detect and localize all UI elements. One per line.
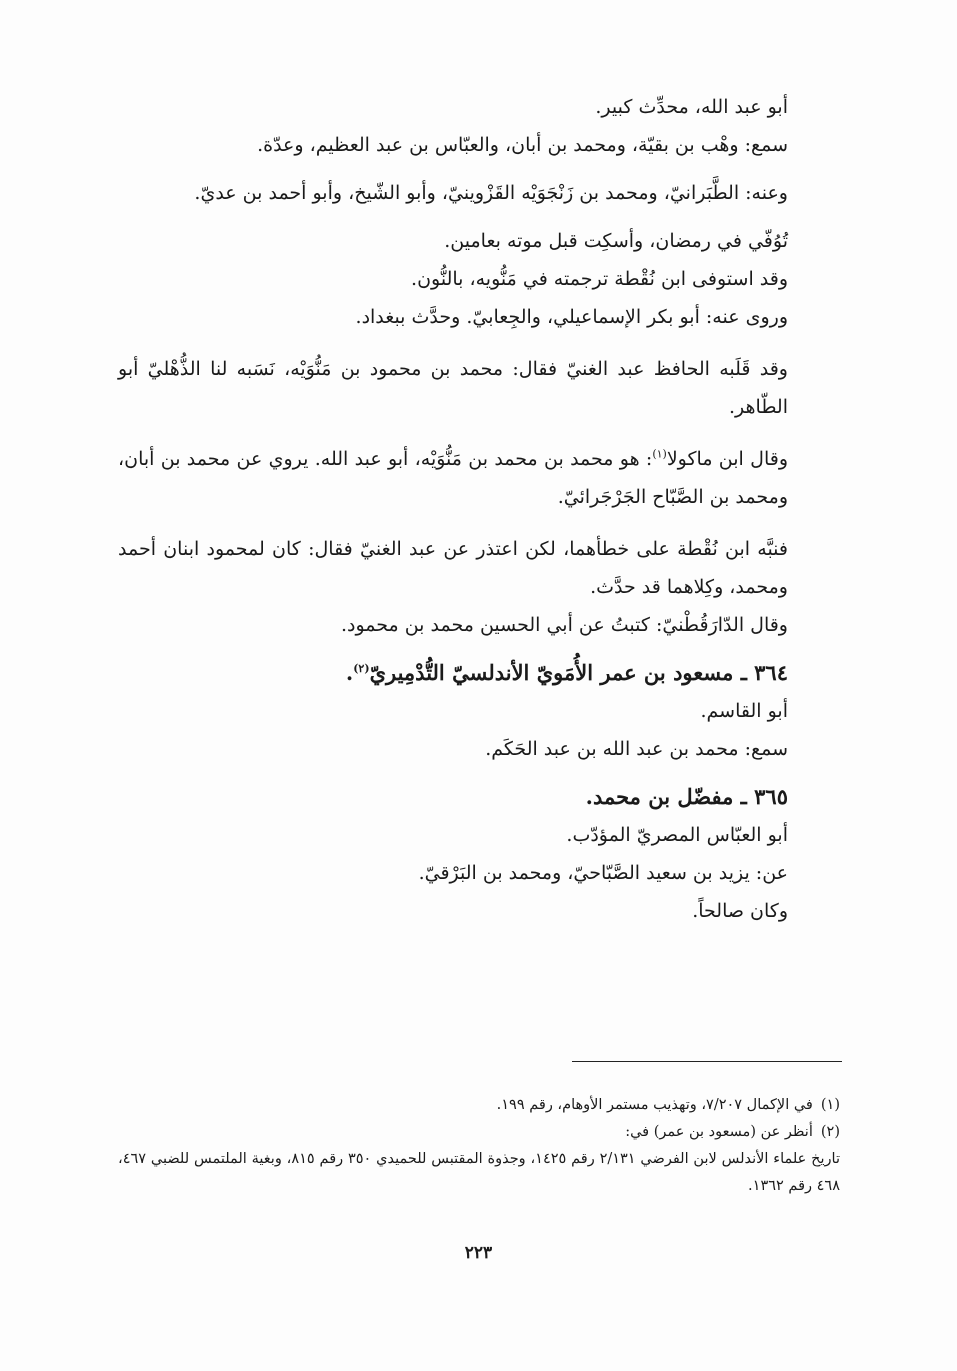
footnote-2-continuation: تاريخ علماء الأندلس لابن الفرضي ٢/١٣١ رقم ١٤٢٥، وجذوة المقتبس للحميدي ٣٥٠ رقم ٨١٥، وبغية الملتمس للضبي ٤٦٧، ٤٦٨ رقم ١٣٦٢. xyxy=(118,1151,841,1194)
page-number: ٢٢٣ xyxy=(464,1243,493,1263)
paragraph-7: وقد قَلَبه الحافظ عبد الغنيّ فقال: محمد بن محمود بن مَنُّوَيْه، نَسَبه لنا الذُّهْليّ أبو الطّاهر. xyxy=(118,358,788,418)
footnote-2-number: (٢) xyxy=(820,1124,840,1140)
paragraph-2: سمع: وهْب بن بقيّة، ومحمد بن أبان، والعبّاس بن عبد العظيم، وعدّة. xyxy=(257,134,788,156)
entry-365-line-2: عن: يزيد بن سعيد الصَّبّاحيّ، ومحمد بن البَرْقيّ. xyxy=(418,862,788,884)
paragraph-3: وعنه: الطَّبَرانيّ، ومحمد بن زَنْجَوَيْه القَزْوينيّ، وأبو الشّيخ، وأبو أحمد بن عديّ. xyxy=(194,182,788,204)
footnote-1-number: (١) xyxy=(820,1097,840,1113)
entry-365-line-3: وكان صالحاً. xyxy=(692,900,788,922)
footnote-ref-2: (٢) xyxy=(353,662,370,675)
entry-364-line-1: أبو القاسم. xyxy=(700,700,788,722)
paragraph-10: وقال الدّارَقُطْنيّ: كتبتُ عن أبي الحسين محمد بن محمود. xyxy=(340,614,788,636)
entry-364-heading-end: . xyxy=(345,660,354,685)
paragraph-1: أبو عبد الله، محدِّث كبير. xyxy=(595,96,788,118)
footnote-1-text: في الإكمال ٧/٢٠٧، وتهذيب مستمر الأوهام، رقم ١٩٩. xyxy=(496,1097,813,1113)
entry-365-line-1: أبو العبّاس المصريّ المؤدّب. xyxy=(566,824,788,846)
main-text xyxy=(118,88,840,930)
entry-364-title: ٣٦٤ ـ مسعود بن عمر الأُمَويّ الأندلسيّ التُّدْمِيريّ xyxy=(369,660,788,685)
footnotes xyxy=(118,1092,840,1200)
paragraph-8 xyxy=(118,440,788,516)
footnote-divider xyxy=(572,1061,842,1062)
footnote-1 xyxy=(118,1092,840,1119)
paragraph-8-end: : هو محمد بن محمد بن مَنُّوَيْه، أبو عبد الله. يروي عن محمد بن أبان، ومحمد بن الصَّبّاح الجَرْجَرائيّ. xyxy=(118,448,788,508)
footnote-2-text: أنظر عن (مسعود بن عمر) في: xyxy=(625,1124,813,1140)
entry-364-line-2: سمع: محمد بن عبد الله بن عبد الحَكَم. xyxy=(485,738,788,760)
paragraph-4: تُوُفّي في رمضان، وأسكِت قبل موته بعامين. xyxy=(444,230,788,252)
entry-365-heading: ٣٦٥ ـ مفضّل بن محمد. xyxy=(585,784,788,809)
entry-364-heading xyxy=(118,654,788,692)
footnote-ref-1: (١) xyxy=(652,447,667,461)
paragraph-9: فنبَّه ابن نُقْطة على خطأهما، لكن اعتذر عن عبد الغنيّ فقال: كان لمحمود ابنان أحمد ومحمد، وكِلاهما قد حدَّث. xyxy=(118,538,788,598)
paragraph-8-start: وقال ابن ماكولا xyxy=(666,448,788,470)
paragraph-5: وقد استوفى ابن نُقْطة ترجمته في مَنُّويه، بالنُّون. xyxy=(411,268,788,290)
footnote-2 xyxy=(118,1119,840,1146)
paragraph-6: وروى عنه: أبو بكر الإسماعيلي، والجِعابيّ. وحدَّث ببغداد. xyxy=(355,306,788,328)
